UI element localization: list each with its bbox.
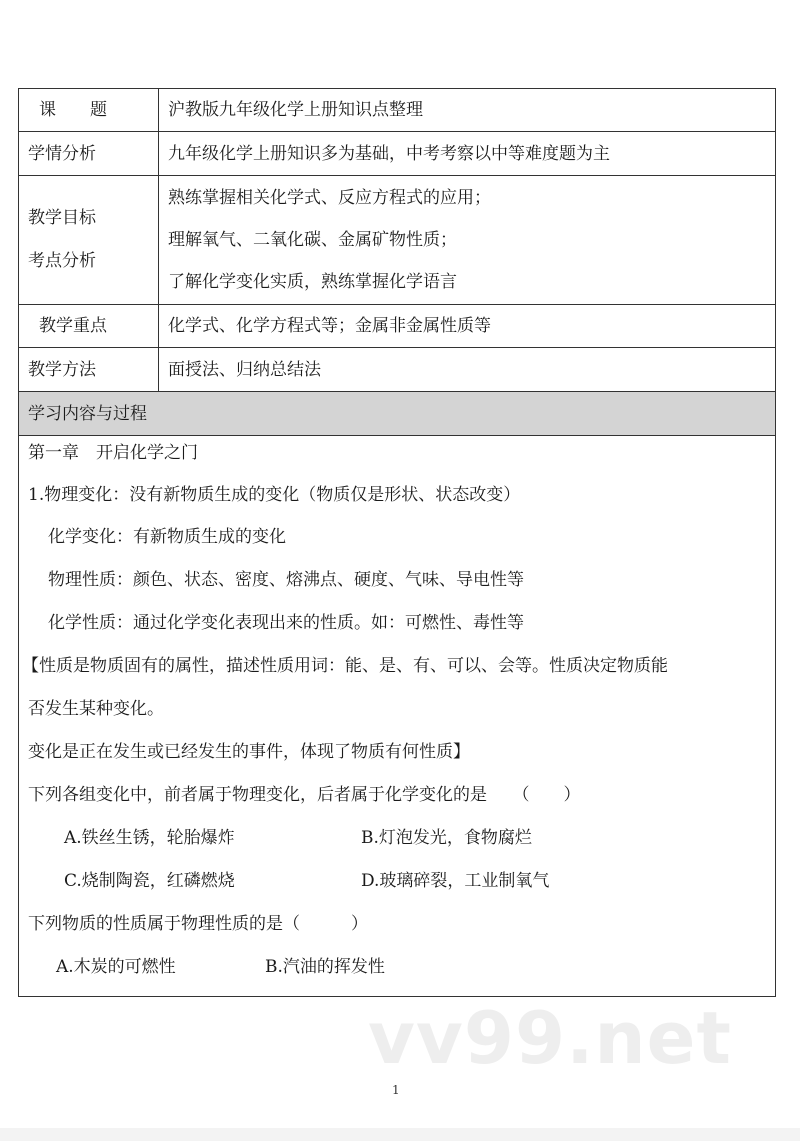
- method-row: [19, 348, 776, 392]
- question-1-option-b: B.灯泡发光，食物腐烂: [361, 828, 532, 848]
- physical-property-line: 物理性质：颜色、状态、密度、熔沸点、硬度、气味、导电性等: [48, 570, 524, 590]
- topic-row: [19, 89, 776, 132]
- goal-row: [19, 176, 776, 305]
- question-1-option-a: A.铁丝生锈，轮胎爆炸: [64, 828, 235, 848]
- analysis-label: 学情分析: [19, 132, 159, 176]
- content-row: [19, 436, 776, 997]
- topic-label-char-2: 题: [90, 100, 107, 120]
- note-line-2: 否发生某种变化。: [28, 699, 164, 719]
- lesson-plan-table: [18, 88, 776, 997]
- goal-label-exam: 考点分析: [28, 251, 96, 271]
- process-header-row: [19, 392, 776, 436]
- goal-value: [159, 176, 776, 305]
- note-line-1: 【性质是物质固有的属性，描述性质用词：能、是、有、可以、会等。性质决定物质能: [22, 656, 668, 676]
- topic-label: [19, 89, 159, 132]
- question-2-option-a: A.木炭的可燃性: [56, 957, 176, 977]
- chemical-change-line: 化学变化：有新物质生成的变化: [48, 527, 286, 547]
- topic-label-char-1: 课: [39, 100, 56, 120]
- process-header: 学习内容与过程: [19, 392, 776, 436]
- analysis-value: 九年级化学上册知识多为基础，中考考察以中等难度题为主: [159, 132, 776, 176]
- question-1: 下列各组变化中，前者属于物理变化，后者属于化学变化的是 （ ）: [28, 785, 581, 805]
- goal-line: 理解氧气、二氧化碳、金属矿物性质；: [168, 230, 457, 250]
- method-value: 面授法、归纳总结法: [159, 348, 776, 392]
- bottom-strip: [0, 1128, 800, 1141]
- chemical-property-line: 化学性质：通过化学变化表现出来的性质。如：可燃性、毒性等: [48, 613, 524, 633]
- content-body: [19, 436, 775, 996]
- goal-label: [19, 176, 159, 305]
- topic-value: 沪教版九年级化学上册知识点整理: [159, 89, 776, 132]
- key-label: 教学重点: [19, 305, 159, 348]
- chapter-title: 第一章 开启化学之门: [28, 443, 198, 463]
- key-row: [19, 305, 776, 348]
- key-value: 化学式、化学方程式等；金属非金属性质等: [159, 305, 776, 348]
- question-1-option-c: C.烧制陶瓷，红磷燃烧: [64, 871, 235, 891]
- content-cell: [19, 436, 776, 997]
- page-number: 1: [392, 1083, 400, 1097]
- watermark: vv99.net: [368, 996, 732, 1080]
- physical-change-line: 1.物理变化：没有新物质生成的变化（物质仅是形状、状态改变）: [28, 485, 521, 505]
- question-2-option-b: B.汽油的挥发性: [265, 957, 385, 977]
- question-2: 下列物质的性质属于物理性质的是（ ）: [28, 914, 368, 934]
- goal-line: 熟练掌握相关化学式、反应方程式的应用；: [168, 188, 491, 208]
- goal-label-teaching: 教学目标: [28, 208, 96, 228]
- note-line-3: 变化是正在发生或已经发生的事件，体现了物质有何性质】: [28, 742, 470, 762]
- goal-line: 了解化学变化实质，熟练掌握化学语言: [168, 272, 457, 292]
- question-1-option-d: D.玻璃碎裂，工业制氧气: [361, 871, 550, 891]
- analysis-row: [19, 132, 776, 176]
- method-label: 教学方法: [19, 348, 159, 392]
